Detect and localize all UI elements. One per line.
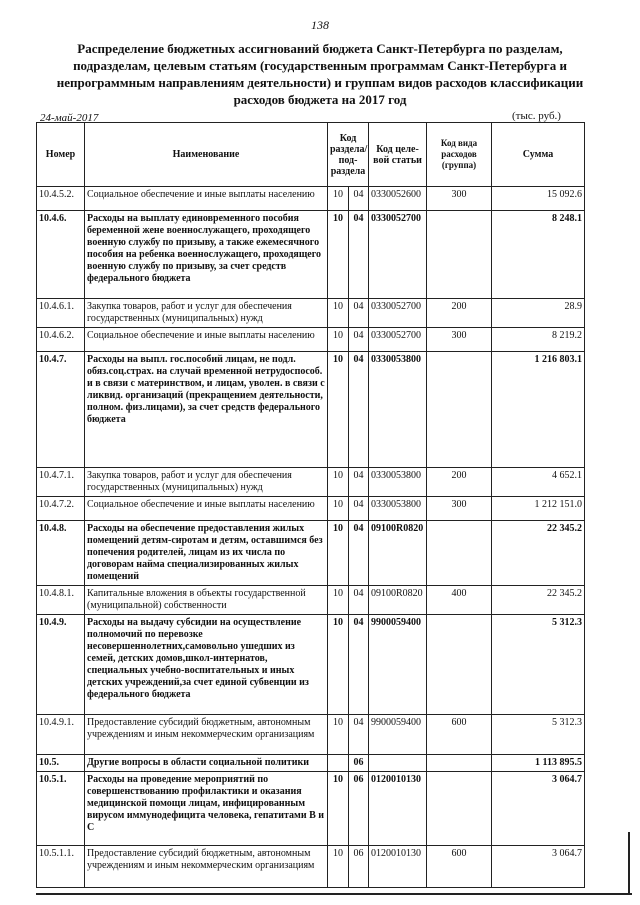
row-subsection: 06 — [349, 772, 369, 846]
row-type: 600 — [427, 846, 492, 888]
row-article: 0120010130 — [369, 846, 427, 888]
table-row — [37, 352, 585, 468]
page-bottom-line — [36, 893, 632, 895]
row-sum: 8 219.2 — [492, 328, 585, 352]
row-type: 400 — [427, 586, 492, 615]
row-type — [427, 772, 492, 846]
row-name: Другие вопросы в области социальной политики — [85, 755, 328, 772]
row-name: Закупка товаров, работ и услуг для обеспечения государственных (муниципальных) нужд — [85, 299, 328, 328]
row-number: 10.5. — [37, 755, 85, 772]
row-name: Капитальные вложения в объекты государственной (муниципальной) собственности — [85, 586, 328, 615]
row-sum: 5 312.3 — [492, 715, 585, 755]
header-sum: Сумма — [492, 123, 585, 187]
row-section: 10 — [328, 846, 349, 888]
row-subsection: 06 — [349, 755, 369, 772]
table-row — [37, 846, 585, 888]
table-row — [37, 497, 585, 521]
row-article: 0330053800 — [369, 497, 427, 521]
row-section: 10 — [328, 615, 349, 715]
row-section: 10 — [328, 211, 349, 299]
row-article: 09100R0820 — [369, 586, 427, 615]
row-number: 10.4.6. — [37, 211, 85, 299]
row-number: 10.4.6.2. — [37, 328, 85, 352]
table-row — [37, 328, 585, 352]
document-title: Распределение бюджетных ассигнований бюджета Санкт-Петербурга по разделам, подразделам, целевым статьям (государственным программам Санкт-Петербурга и непрограммным направлениям деятельности) и группам видов расходов классификации расходов бюджета на 2017 год — [56, 41, 584, 107]
row-subsection: 06 — [349, 846, 369, 888]
row-section: 10 — [328, 715, 349, 755]
row-article: 0330053800 — [369, 352, 427, 468]
header-section: Код раздела/ под- раздела — [328, 123, 369, 187]
row-type — [427, 352, 492, 468]
document-date: 24-май-2017 — [40, 112, 99, 124]
row-section — [328, 755, 349, 772]
row-type — [427, 521, 492, 586]
page-right-line — [628, 832, 630, 895]
row-subsection: 04 — [349, 586, 369, 615]
header-number: Номер — [37, 123, 85, 187]
table-row — [37, 772, 585, 846]
row-article: 0330052700 — [369, 328, 427, 352]
row-subsection: 04 — [349, 468, 369, 497]
row-number: 10.4.7.2. — [37, 497, 85, 521]
row-sum: 8 248.1 — [492, 211, 585, 299]
row-article: 0120010130 — [369, 772, 427, 846]
row-subsection: 04 — [349, 497, 369, 521]
row-type: 200 — [427, 299, 492, 328]
row-subsection: 04 — [349, 299, 369, 328]
row-sum: 28.9 — [492, 299, 585, 328]
row-name: Предоставление субсидий бюджетным, автономным учреждениям и иным некоммерческим организациям — [85, 715, 328, 755]
row-section: 10 — [328, 187, 349, 211]
row-subsection: 04 — [349, 187, 369, 211]
row-number: 10.5.1.1. — [37, 846, 85, 888]
header-name: Наименование — [85, 123, 328, 187]
page-number: 138 — [311, 18, 329, 32]
row-section: 10 — [328, 586, 349, 615]
table-row — [37, 615, 585, 715]
row-name: Расходы на выдачу субсидии на осуществление полномочий по перевозке несовершеннолетних,самовольно ушедших из семей, детских домов,школ-интернатов, специальных учебно-воспитательных и иных детских учреждений,за счет единой субвенции из федерального бюджета — [85, 615, 328, 715]
row-sum: 4 652.1 — [492, 468, 585, 497]
row-section: 10 — [328, 299, 349, 328]
row-sum: 15 092.6 — [492, 187, 585, 211]
row-article: 0330052700 — [369, 299, 427, 328]
row-number: 10.4.8.1. — [37, 586, 85, 615]
row-name: Закупка товаров, работ и услуг для обеспечения государственных (муниципальных) нужд — [85, 468, 328, 497]
table-row — [37, 299, 585, 328]
units-label: (тыс. руб.) — [512, 110, 561, 122]
row-name: Предоставление субсидий бюджетным, автономным учреждениям и иным некоммерческим организациям — [85, 846, 328, 888]
table-row — [37, 755, 585, 772]
row-number: 10.5.1. — [37, 772, 85, 846]
row-type: 300 — [427, 187, 492, 211]
row-sum: 22 345.2 — [492, 521, 585, 586]
row-article — [369, 755, 427, 772]
row-sum: 1 212 151.0 — [492, 497, 585, 521]
table-row — [37, 521, 585, 586]
row-type: 300 — [427, 328, 492, 352]
row-article: 9900059400 — [369, 715, 427, 755]
row-number: 10.4.9. — [37, 615, 85, 715]
row-name: Социальное обеспечение и иные выплаты населению — [85, 328, 328, 352]
row-name: Расходы на выпл. гос.пособий лицам, не подл. обяз.соц.страх. на случай временной нетрудоспособ. и в связи с материнством, и лицам, уволен. в связи с ликвид. организаций (прекращением деятельности, полном. физ.лицами), за счет средств федерального бюджета — [85, 352, 328, 468]
row-article: 9900059400 — [369, 615, 427, 715]
row-name: Расходы на обеспечение предоставления жилых помещений детям-сиротам и детям, оставшимся без попечения родителей, лицам из их числа по договорам найма специализированных жилых помещений — [85, 521, 328, 586]
table-header-row — [37, 123, 585, 187]
row-type — [427, 755, 492, 772]
row-type — [427, 211, 492, 299]
budget-table — [36, 122, 585, 888]
row-subsection: 04 — [349, 328, 369, 352]
row-subsection: 04 — [349, 352, 369, 468]
row-subsection: 04 — [349, 715, 369, 755]
row-article: 0330052700 — [369, 211, 427, 299]
row-section: 10 — [328, 468, 349, 497]
table-row — [37, 468, 585, 497]
row-section: 10 — [328, 497, 349, 521]
row-number: 10.4.6.1. — [37, 299, 85, 328]
table-row — [37, 187, 585, 211]
row-sum: 5 312.3 — [492, 615, 585, 715]
row-subsection: 04 — [349, 211, 369, 299]
row-section: 10 — [328, 352, 349, 468]
row-type: 600 — [427, 715, 492, 755]
row-sum: 1 216 803.1 — [492, 352, 585, 468]
row-number: 10.4.7.1. — [37, 468, 85, 497]
row-sum: 1 113 895.5 — [492, 755, 585, 772]
row-type: 300 — [427, 497, 492, 521]
row-number: 10.4.9.1. — [37, 715, 85, 755]
row-name: Расходы на проведение мероприятий по совершенствованию профилактики и оказания медицинской помощи лицам, инфицированным вирусом иммунодефицита человека, гепатитами В и С — [85, 772, 328, 846]
table-row — [37, 586, 585, 615]
row-article: 0330052600 — [369, 187, 427, 211]
row-section: 10 — [328, 328, 349, 352]
row-name: Социальное обеспечение и иные выплаты населению — [85, 497, 328, 521]
row-subsection: 04 — [349, 615, 369, 715]
row-number: 10.4.7. — [37, 352, 85, 468]
header-type: Код вида расходов (группа) — [427, 123, 492, 187]
row-type — [427, 615, 492, 715]
row-type: 200 — [427, 468, 492, 497]
row-sum: 22 345.2 — [492, 586, 585, 615]
row-section: 10 — [328, 521, 349, 586]
row-sum: 3 064.7 — [492, 846, 585, 888]
row-subsection: 04 — [349, 521, 369, 586]
row-sum: 3 064.7 — [492, 772, 585, 846]
row-name: Социальное обеспечение и иные выплаты населению — [85, 187, 328, 211]
table-row — [37, 211, 585, 299]
header-article: Код целе- вой статьи — [369, 123, 427, 187]
row-name: Расходы на выплату единовременного пособия беременной жене военнослужащего, проходящего военную службу по призыву, а также ежемесячного пособия на ребенка военнослужащего, проходящего военную службу по призыву, за счет средств федерального бюджета — [85, 211, 328, 299]
table-row — [37, 715, 585, 755]
row-number: 10.4.8. — [37, 521, 85, 586]
row-number: 10.4.5.2. — [37, 187, 85, 211]
row-section: 10 — [328, 772, 349, 846]
row-article: 09100R0820 — [369, 521, 427, 586]
row-article: 0330053800 — [369, 468, 427, 497]
